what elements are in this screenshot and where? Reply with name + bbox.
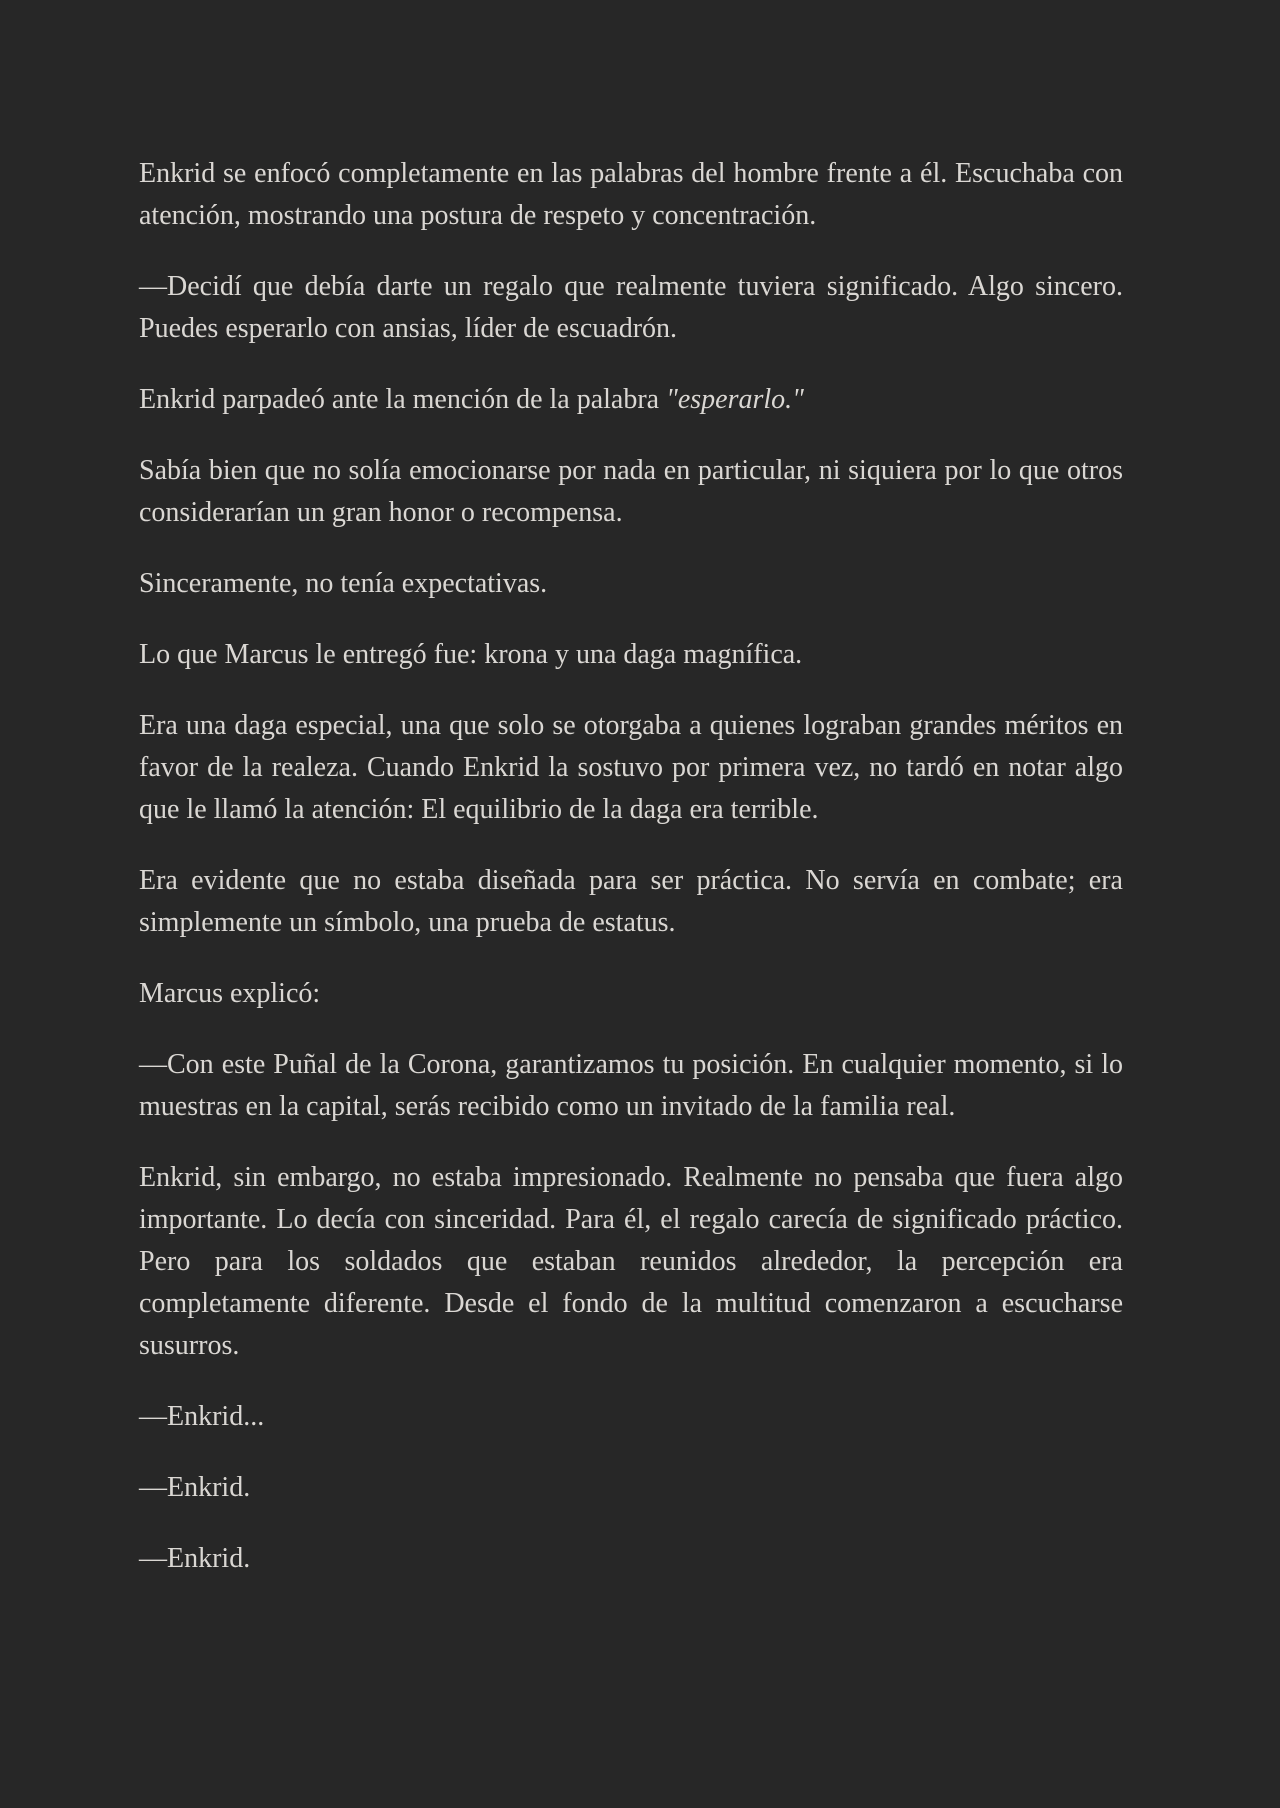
paragraph <box>139 153 1123 237</box>
text-run: Marcus explicó: <box>139 978 321 1009</box>
italic-text-run: "esperarlo." <box>666 384 804 415</box>
paragraph <box>139 860 1123 944</box>
text-run: —Enkrid. <box>139 1472 251 1503</box>
paragraph <box>139 705 1123 831</box>
text-run: Lo que Marcus le entregó fue: krona y una daga magnífica. <box>139 639 803 670</box>
text-run: Sinceramente, no tenía expectativas. <box>139 568 548 599</box>
paragraph <box>139 1396 1123 1438</box>
paragraph <box>139 973 1123 1015</box>
text-run: —Con este Puñal de la Corona, garantizamos tu posición. En cualquier momento, si lo muestras en la capital, serás recibido como un invitado de la familia real. <box>139 1049 1123 1122</box>
text-run: Era evidente que no estaba diseñada para ser práctica. No servía en combate; era simplemente un símbolo, una prueba de estatus. <box>139 865 1123 938</box>
text-run: Era una daga especial, una que solo se otorgaba a quienes lograban grandes méritos en favor de la realeza. Cuando Enkrid la sostuvo por primera vez, no tardó en notar algo que le llamó la atención: El equilibrio de la daga era terrible. <box>139 710 1123 825</box>
paragraph <box>139 1467 1123 1509</box>
text-run: —Decidí que debía darte un regalo que realmente tuviera significado. Algo sincero. Puedes esperarlo con ansias, líder de escuadrón. <box>139 271 1123 344</box>
paragraph <box>139 1157 1123 1367</box>
paragraph <box>139 1538 1123 1580</box>
paragraph <box>139 634 1123 676</box>
paragraph <box>139 1044 1123 1128</box>
text-run: —Enkrid. <box>139 1543 251 1574</box>
text-run: Enkrid, sin embargo, no estaba impresionado. Realmente no pensaba que fuera algo importante. Lo decía con sinceridad. Para él, el regalo carecía de significado práctico. Pero para los soldados que estaban reunidos alrededor, la percepción era completamente diferente. Desde el fondo de la multitud comenzaron a escucharse susurros. <box>139 1162 1123 1361</box>
text-run: Enkrid se enfocó completamente en las palabras del hombre frente a él. Escuchaba con atención, mostrando una postura de respeto y concentración. <box>139 158 1123 231</box>
paragraph <box>139 563 1123 605</box>
paragraph <box>139 450 1123 534</box>
text-run: Enkrid parpadeó ante la mención de la palabra <box>139 384 667 415</box>
paragraph <box>139 266 1123 350</box>
text-run: —Enkrid... <box>139 1401 265 1432</box>
paragraph <box>139 379 1123 421</box>
text-run: Sabía bien que no solía emocionarse por nada en particular, ni siquiera por lo que otros considerarían un gran honor o recompensa. <box>139 455 1123 528</box>
